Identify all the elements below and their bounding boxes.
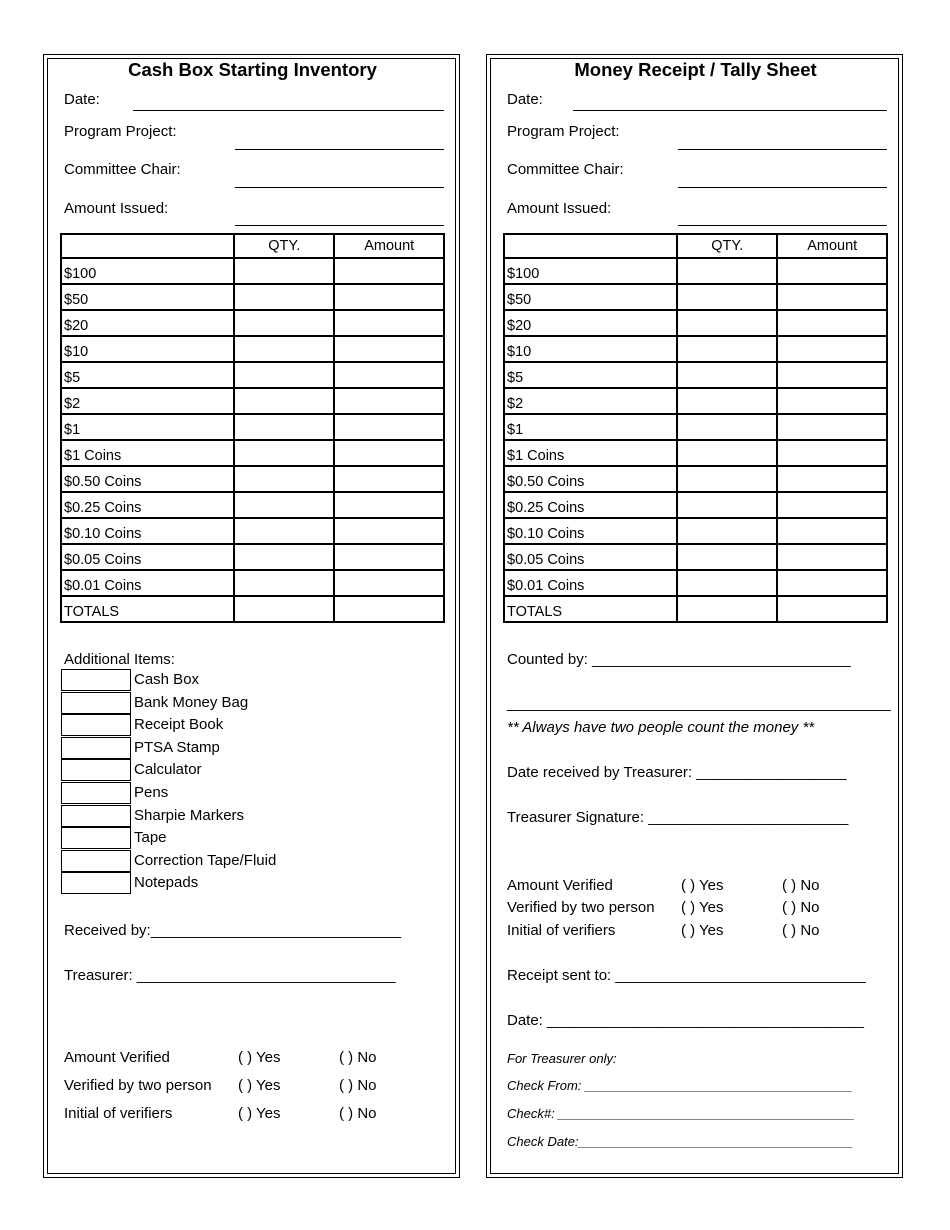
denomination-label: $100 — [61, 258, 234, 284]
check-number-line[interactable]: Check#: _________________________________________ — [507, 1106, 855, 1121]
table-row — [504, 596, 887, 622]
amount-cell[interactable] — [334, 310, 444, 336]
denomination-label: $0.01 Coins — [504, 570, 677, 596]
committee-chair-label: Committee Chair: — [507, 161, 624, 178]
verify-label-0: Amount Verified — [64, 1049, 170, 1066]
table-row — [504, 258, 887, 284]
item-label: Calculator — [134, 761, 202, 779]
item-checkbox[interactable] — [61, 872, 131, 894]
amount-cell[interactable] — [777, 570, 887, 596]
item-label: Receipt Book — [134, 716, 224, 734]
amount-cell[interactable] — [334, 492, 444, 518]
denomination-label: $0.50 Coins — [61, 466, 234, 492]
panel-title: Cash Box Starting Inventory — [128, 59, 377, 80]
qty-cell[interactable] — [234, 466, 334, 492]
qty-cell[interactable] — [234, 258, 334, 284]
denomination-label: $0.25 Coins — [61, 492, 234, 518]
verify-yes-2[interactable]: ( ) Yes — [681, 922, 724, 939]
denomination-label: $2 — [61, 388, 234, 414]
amount-issued-field[interactable] — [678, 225, 887, 226]
amount-cell[interactable] — [334, 284, 444, 310]
received-by-line[interactable]: Received by:______________________________ — [64, 922, 401, 939]
amount-cell[interactable] — [334, 440, 444, 466]
table-row — [61, 518, 444, 544]
amount-cell[interactable] — [777, 336, 887, 362]
qty-cell[interactable] — [677, 258, 777, 284]
table-row — [61, 466, 444, 492]
amount-cell[interactable] — [777, 596, 887, 622]
item-checkbox[interactable] — [61, 850, 131, 872]
qty-cell[interactable] — [234, 492, 334, 518]
date-line[interactable]: Date: ______________________________________ — [507, 1012, 865, 1029]
qty-cell[interactable] — [677, 544, 777, 570]
amount-cell[interactable] — [777, 414, 887, 440]
amount-cell[interactable] — [777, 310, 887, 336]
table-row — [61, 596, 444, 622]
qty-cell[interactable] — [234, 440, 334, 466]
verify-yes-1[interactable]: ( ) Yes — [238, 1077, 281, 1094]
table-row — [504, 544, 887, 570]
table-row — [504, 310, 887, 336]
qty-cell[interactable] — [234, 362, 334, 388]
denomination-label: $10 — [504, 336, 677, 362]
qty-cell[interactable] — [677, 440, 777, 466]
item-label: Notepads — [134, 874, 199, 892]
check-date-line[interactable]: Check Date:______________________________________ — [507, 1134, 854, 1149]
amount-cell[interactable] — [334, 596, 444, 622]
verify-no-0[interactable]: ( ) No — [782, 877, 820, 894]
program-project-field[interactable] — [678, 149, 887, 150]
table-row — [61, 440, 444, 466]
qty-cell[interactable] — [234, 310, 334, 336]
amount-cell[interactable] — [334, 544, 444, 570]
qty-cell[interactable] — [234, 596, 334, 622]
amount-cell[interactable] — [334, 414, 444, 440]
amount-cell[interactable] — [777, 518, 887, 544]
amount-cell[interactable] — [777, 544, 887, 570]
table-row — [61, 388, 444, 414]
count-reminder: ** Always have two people count the money ** — [507, 719, 815, 736]
amount-cell[interactable] — [334, 518, 444, 544]
treasurer-line[interactable]: Treasurer: _______________________________ — [64, 967, 396, 984]
check-from-line[interactable]: Check From: _____________________________________ — [507, 1078, 853, 1093]
amount-cell[interactable] — [777, 388, 887, 414]
table-row — [61, 544, 444, 570]
table-row — [504, 284, 887, 310]
item-label: Bank Money Bag — [134, 693, 249, 711]
table-row — [61, 362, 444, 388]
date-field[interactable] — [133, 110, 444, 111]
denomination-label: $1 — [504, 414, 677, 440]
denomination-label: $1 Coins — [504, 440, 677, 466]
table-row — [61, 414, 444, 440]
table-row — [504, 362, 887, 388]
qty-cell[interactable] — [677, 414, 777, 440]
amount-issued-field[interactable] — [235, 225, 444, 226]
item-checkbox[interactable] — [61, 759, 131, 781]
program-project-label: Program Project: — [507, 123, 620, 140]
money-receipt-panel — [486, 54, 903, 1178]
denomination-label: TOTALS — [61, 596, 234, 622]
item-checkbox[interactable] — [61, 805, 131, 827]
qty-cell[interactable] — [234, 284, 334, 310]
denomination-label: $1 Coins — [61, 440, 234, 466]
amount-cell[interactable] — [334, 362, 444, 388]
denomination-label: $1 — [61, 414, 234, 440]
item-checkbox[interactable] — [61, 714, 131, 736]
item-label: PTSA Stamp — [134, 738, 220, 756]
header-blank — [504, 234, 677, 258]
verify-no-0[interactable]: ( ) No — [339, 1049, 377, 1066]
qty-cell[interactable] — [234, 570, 334, 596]
amount-cell[interactable] — [777, 362, 887, 388]
amount-cell[interactable] — [334, 466, 444, 492]
table-row — [61, 336, 444, 362]
denomination-label: $20 — [504, 310, 677, 336]
amount-cell[interactable] — [777, 492, 887, 518]
item-checkbox[interactable] — [61, 669, 131, 691]
table-row — [504, 388, 887, 414]
table-header-row — [504, 234, 887, 258]
denomination-label: $50 — [61, 284, 234, 310]
amount-cell[interactable] — [777, 284, 887, 310]
denomination-table — [503, 233, 888, 623]
header-qty: QTY. — [234, 234, 334, 258]
denomination-label: $5 — [504, 362, 677, 388]
denomination-label: $50 — [504, 284, 677, 310]
qty-cell[interactable] — [677, 466, 777, 492]
denomination-label: $20 — [61, 310, 234, 336]
amount-cell[interactable] — [334, 388, 444, 414]
item-checkbox[interactable] — [61, 737, 131, 759]
table-row — [504, 466, 887, 492]
verify-label-0: Amount Verified — [507, 877, 613, 894]
amount-issued-label: Amount Issued: — [507, 200, 612, 217]
denomination-label: $2 — [504, 388, 677, 414]
table-row — [61, 258, 444, 284]
date-received-line[interactable]: Date received by Treasurer: __________________ — [507, 764, 847, 781]
verify-no-1[interactable]: ( ) No — [782, 899, 820, 916]
date-label: Date: — [507, 91, 543, 108]
qty-cell[interactable] — [234, 544, 334, 570]
denomination-label: $10 — [61, 336, 234, 362]
qty-cell[interactable] — [677, 492, 777, 518]
receipt-sent-line[interactable]: Receipt sent to: ______________________________ — [507, 967, 866, 984]
committee-chair-field[interactable] — [235, 187, 444, 188]
table-row — [504, 336, 887, 362]
verify-yes-0[interactable]: ( ) Yes — [238, 1049, 281, 1066]
item-checkbox[interactable] — [61, 782, 131, 804]
verify-label-2: Initial of verifiers — [64, 1105, 173, 1122]
header-blank — [61, 234, 234, 258]
item-label: Sharpie Markers — [134, 806, 245, 824]
header-qty: QTY. — [677, 234, 777, 258]
denomination-label: $0.10 Coins — [504, 518, 677, 544]
committee-chair-label: Committee Chair: — [64, 161, 181, 178]
table-row — [61, 284, 444, 310]
denomination-label: $100 — [504, 258, 677, 284]
date-field[interactable] — [573, 110, 887, 111]
verify-no-1[interactable]: ( ) No — [339, 1077, 377, 1094]
amount-issued-label: Amount Issued: — [64, 200, 169, 217]
money-receipt-content — [500, 55, 891, 1177]
qty-cell[interactable] — [677, 310, 777, 336]
table-row — [504, 440, 887, 466]
item-label: Pens — [134, 784, 169, 801]
qty-cell[interactable] — [234, 414, 334, 440]
item-label: Correction Tape/Fluid — [134, 851, 277, 869]
denomination-table — [60, 233, 445, 623]
verify-yes-2[interactable]: ( ) Yes — [238, 1105, 281, 1122]
cash-box-content — [57, 55, 444, 1177]
program-project-label: Program Project: — [64, 123, 177, 140]
qty-cell[interactable] — [677, 518, 777, 544]
table-header-row — [61, 234, 444, 258]
verify-label-1: Verified by two person — [507, 899, 655, 916]
qty-cell[interactable] — [234, 518, 334, 544]
amount-cell[interactable] — [777, 258, 887, 284]
qty-cell[interactable] — [677, 362, 777, 388]
item-checkbox[interactable] — [61, 827, 131, 849]
committee-chair-field[interactable] — [678, 187, 887, 188]
qty-cell[interactable] — [677, 570, 777, 596]
table-row — [61, 310, 444, 336]
treasurer-only-label: For Treasurer only: — [507, 1051, 617, 1066]
counted-by-second-line[interactable]: ______________________________________________ — [507, 695, 891, 712]
table-row — [504, 414, 887, 440]
table-row — [504, 570, 887, 596]
item-label: Cash Box — [134, 671, 200, 688]
table-row — [504, 518, 887, 544]
denomination-label: $0.50 Coins — [504, 466, 677, 492]
treasurer-signature-line[interactable]: Treasurer Signature: ________________________ — [507, 809, 849, 826]
item-checkbox[interactable] — [61, 692, 131, 714]
header-amount: Amount — [334, 234, 444, 258]
amount-cell[interactable] — [777, 466, 887, 492]
table-row — [61, 492, 444, 518]
verify-no-2[interactable]: ( ) No — [339, 1105, 377, 1122]
header-amount: Amount — [777, 234, 887, 258]
qty-cell[interactable] — [234, 336, 334, 362]
qty-cell[interactable] — [677, 596, 777, 622]
amount-cell[interactable] — [334, 258, 444, 284]
denomination-label: $0.10 Coins — [61, 518, 234, 544]
cash-box-inventory-panel — [43, 54, 460, 1178]
verify-yes-1[interactable]: ( ) Yes — [681, 899, 724, 916]
denomination-label: $0.05 Coins — [61, 544, 234, 570]
verify-no-2[interactable]: ( ) No — [782, 922, 820, 939]
amount-cell[interactable] — [334, 336, 444, 362]
amount-cell[interactable] — [777, 440, 887, 466]
qty-cell[interactable] — [677, 388, 777, 414]
denomination-label: $5 — [61, 362, 234, 388]
panel-title: Money Receipt / Tally Sheet — [574, 59, 817, 80]
denomination-label: TOTALS — [504, 596, 677, 622]
denomination-label: $0.05 Coins — [504, 544, 677, 570]
qty-cell[interactable] — [677, 284, 777, 310]
amount-cell[interactable] — [334, 570, 444, 596]
date-label: Date: — [64, 91, 100, 108]
qty-cell[interactable] — [234, 388, 334, 414]
verify-label-1: Verified by two person — [64, 1077, 212, 1094]
verify-label-2: Initial of verifiers — [507, 922, 616, 939]
table-row — [504, 492, 887, 518]
denomination-label: $0.01 Coins — [61, 570, 234, 596]
program-project-field[interactable] — [235, 149, 444, 150]
counted-by-line[interactable]: Counted by: _______________________________ — [507, 651, 851, 668]
table-row — [61, 570, 444, 596]
verify-yes-0[interactable]: ( ) Yes — [681, 877, 724, 894]
denomination-label: $0.25 Coins — [504, 492, 677, 518]
additional-items-label: Additional Items: — [64, 651, 175, 668]
qty-cell[interactable] — [677, 336, 777, 362]
item-label: Tape — [134, 829, 167, 847]
